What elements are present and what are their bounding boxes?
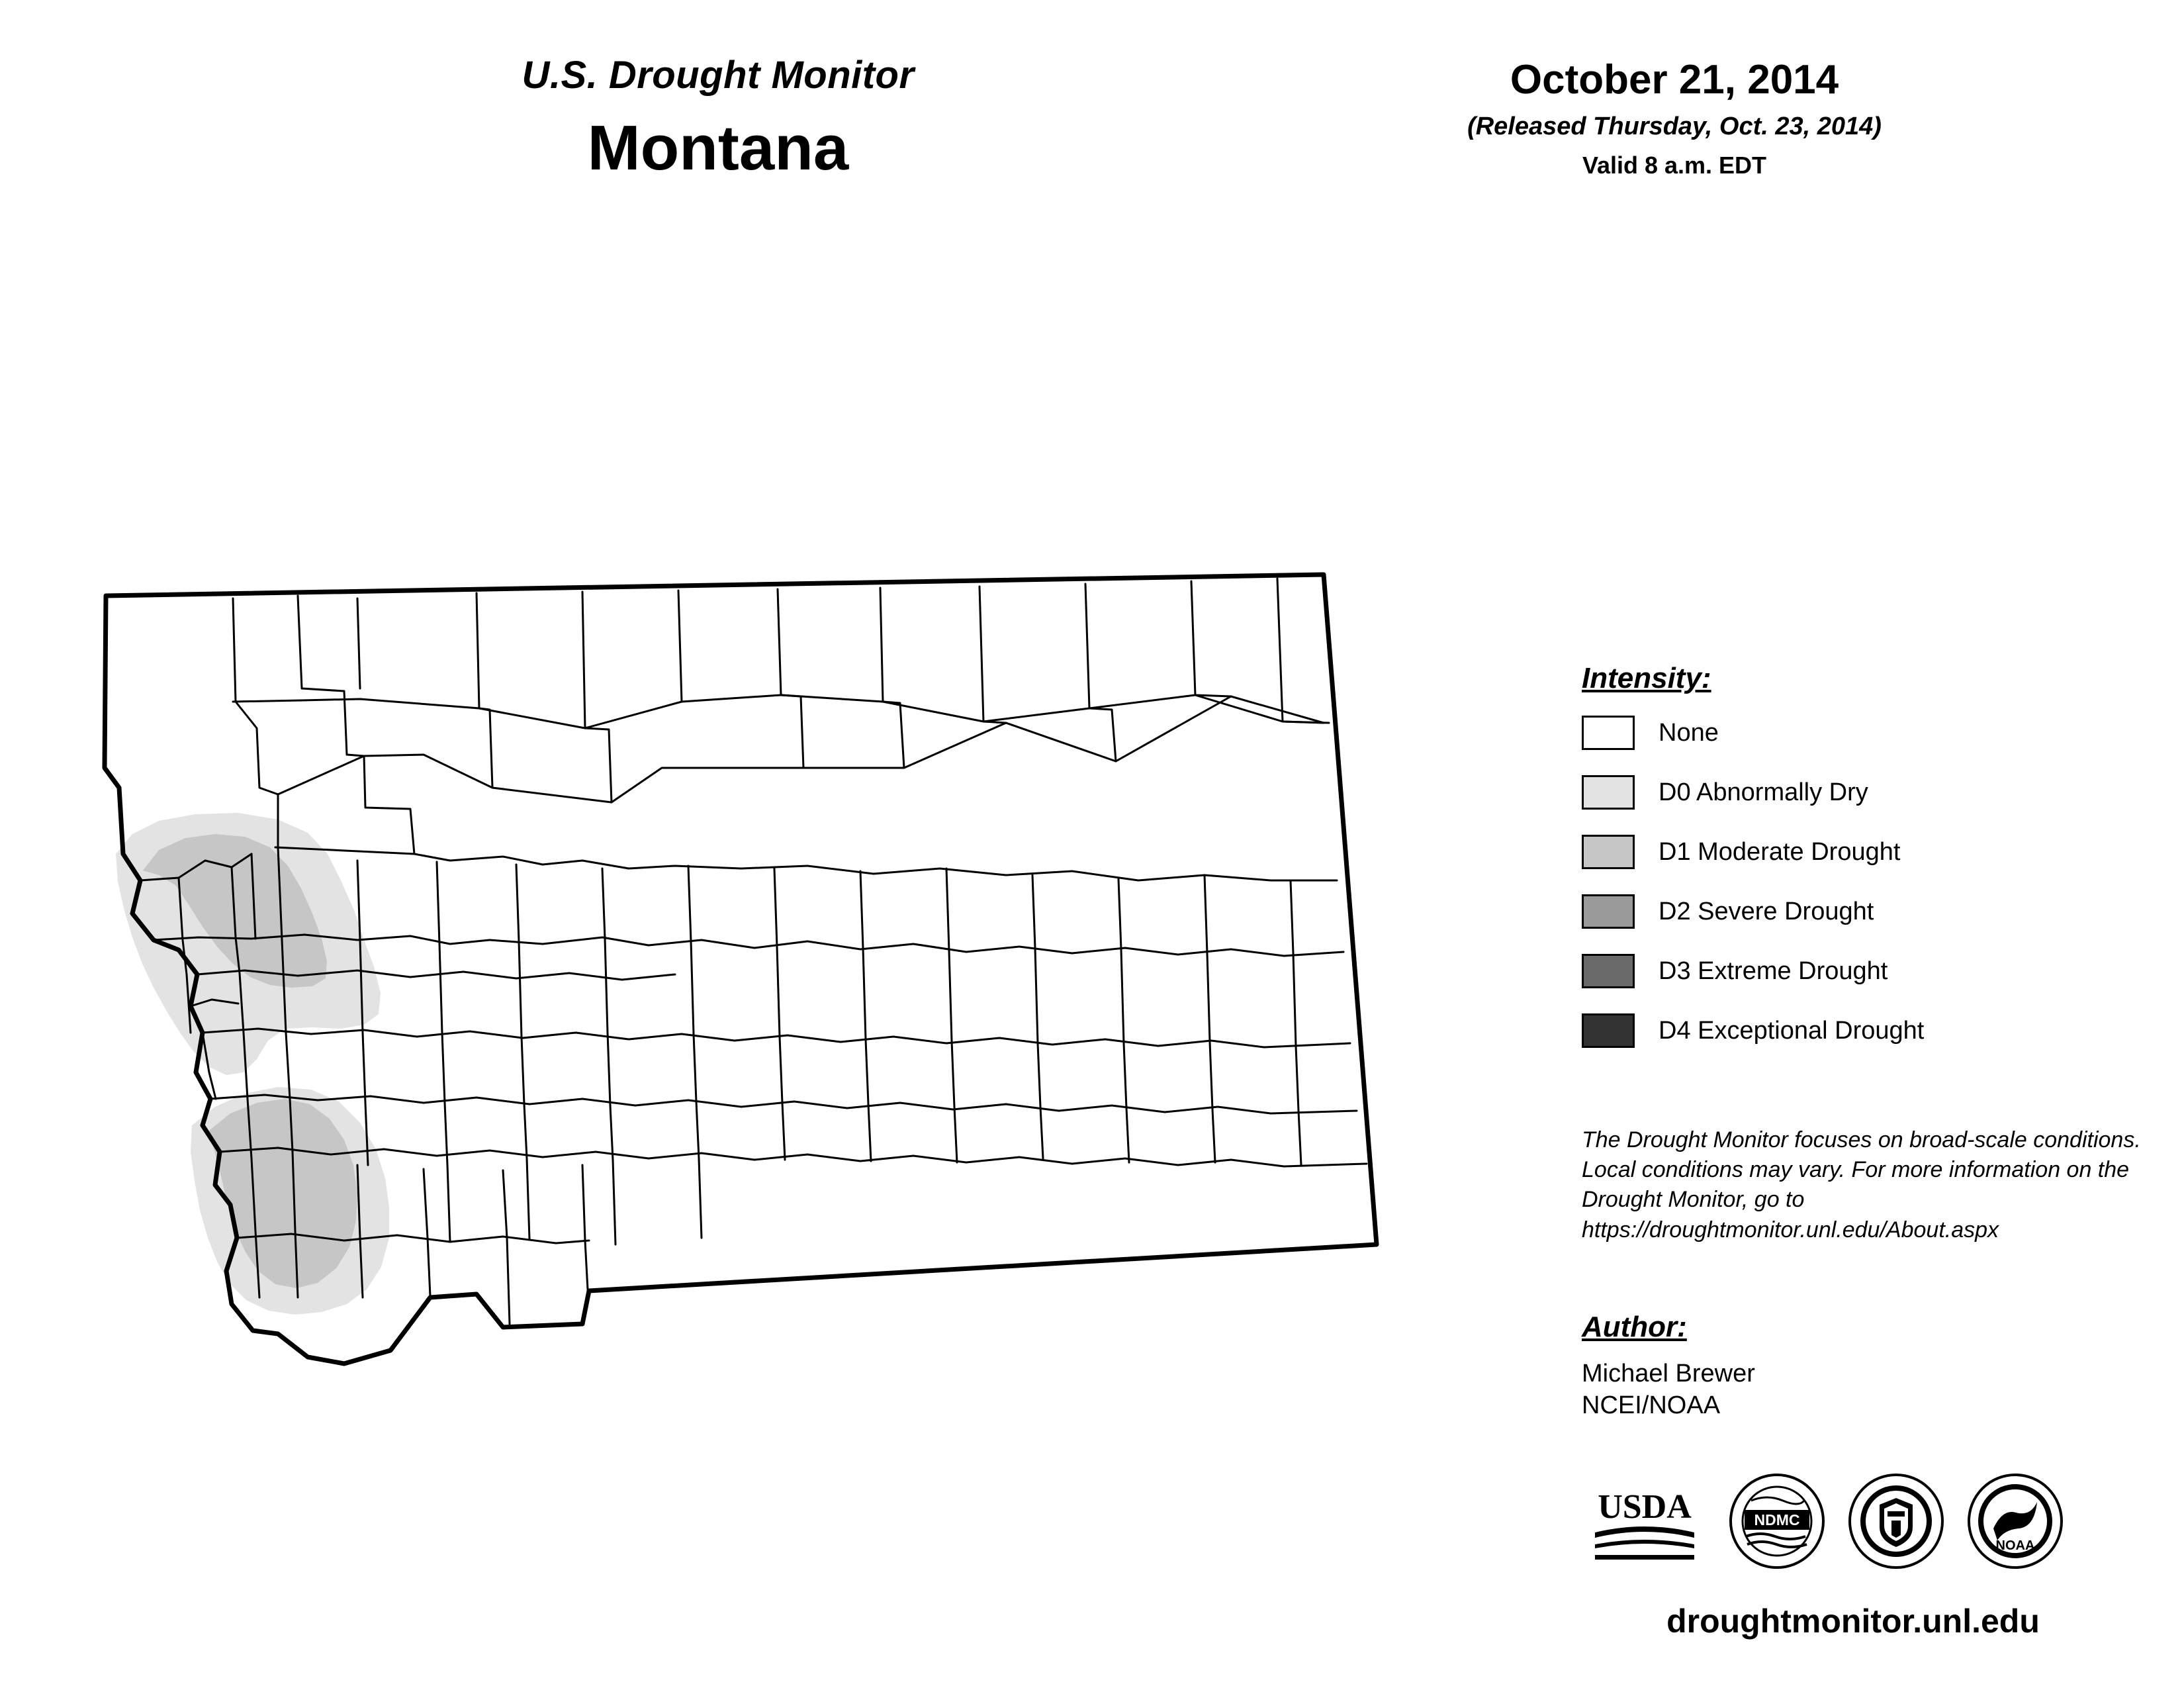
- author-heading: Author:: [1582, 1311, 1687, 1343]
- legend-heading: Intensity:: [1582, 662, 1711, 694]
- montana-drought-map: [79, 569, 1522, 1430]
- map-date: October 21, 2014: [1510, 57, 1839, 103]
- legend: [1582, 662, 2111, 1070]
- state-title: Montana: [587, 113, 849, 183]
- legend-item-d4: [1582, 1010, 2111, 1051]
- svg-text:NDMC: NDMC: [1754, 1511, 1800, 1528]
- legend-label-d4: D4 Exceptional Drought: [1659, 1016, 1925, 1045]
- ndmc-logo: [1727, 1472, 1827, 1574]
- svg-text:NOAA: NOAA: [1995, 1538, 2035, 1553]
- release-date: (Released Thursday, Oct. 23, 2014): [1467, 113, 1882, 140]
- svg-text:USDA: USDA: [1598, 1487, 1692, 1526]
- legend-swatch-d4: [1582, 1013, 1635, 1048]
- author-name: Michael Brewer: [1582, 1360, 1755, 1387]
- noaa-logo: [1966, 1472, 2065, 1574]
- legend-item-none: [1582, 712, 2111, 753]
- usda-logo: [1582, 1472, 1707, 1574]
- legend-item-d1: [1582, 831, 2111, 872]
- footer-url[interactable]: droughtmonitor.unl.edu: [1666, 1603, 2040, 1640]
- legend-item-d2: [1582, 891, 2111, 932]
- author-affiliation: NCEI/NOAA: [1582, 1391, 1721, 1419]
- page-title: U.S. Drought Monitor: [522, 54, 915, 97]
- logo-row: [1582, 1463, 2131, 1582]
- legend-swatch-d0: [1582, 775, 1635, 810]
- legend-swatch-none: [1582, 716, 1635, 750]
- usdc-logo: [1846, 1472, 1946, 1574]
- legend-label-d3: D3 Extreme Drought: [1659, 957, 1888, 985]
- header-title-block: [371, 53, 1066, 185]
- legend-swatch-d3: [1582, 954, 1635, 988]
- legend-label-d0: D0 Abnormally Dry: [1659, 778, 1868, 806]
- legend-label-d2: D2 Severe Drought: [1659, 897, 1874, 925]
- valid-time: Valid 8 a.m. EDT: [1582, 152, 1767, 179]
- legend-swatch-d2: [1582, 894, 1635, 929]
- legend-swatch-d1: [1582, 835, 1635, 869]
- author-block: [1582, 1311, 2111, 1421]
- legend-label-none: None: [1659, 718, 1719, 747]
- legend-label-d1: D1 Moderate Drought: [1659, 837, 1901, 866]
- legend-item-d3: [1582, 951, 2111, 992]
- disclaimer-text: The Drought Monitor focuses on broad-scale conditions. Local conditions may vary. For more information on the Drought Monitor, go to https://droughtmonitor.unl.edu/About.aspx: [1582, 1127, 2141, 1243]
- legend-item-d0: [1582, 772, 2111, 813]
- header-date-block: [1324, 56, 2025, 179]
